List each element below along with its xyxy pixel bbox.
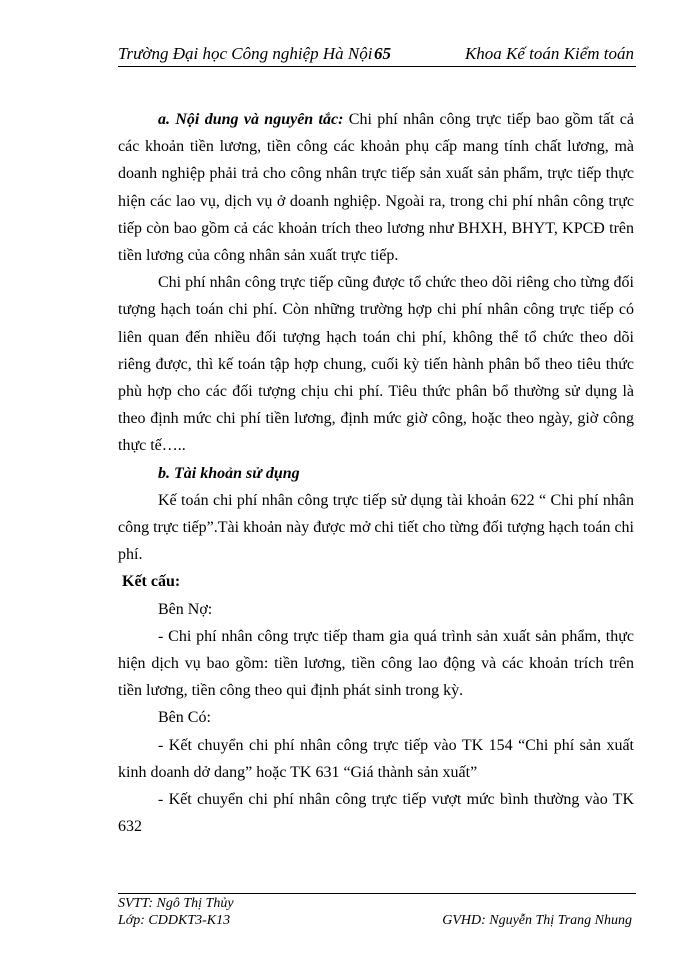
footer-divider: [118, 893, 636, 894]
department-name: Khoa Kế toán Kiểm toán: [464, 44, 634, 63]
section-a-heading: a. Nội dung và nguyên tắc:: [158, 111, 344, 128]
student-name: SVTT: Ngô Thị Thủy: [118, 896, 234, 911]
document-body: [118, 106, 634, 840]
paragraph-account-622: Kế toán chi phí nhân công trực tiếp sử dụng tài khoản 622 “ Chi phí nhân công trực tiếp”.Tài khoản này được mở chi tiết cho từng đối tượng hạch toán chi phí.: [118, 491, 634, 564]
class-name: Lớp: CDDKT3-K13: [118, 913, 231, 928]
credit-side-item-1: - Kết chuyển chi phí nhân công trực tiếp vào TK 154 “Chi phí sản xuất kinh doanh dở dang” hoặc TK 631 “Giá thành sản xuất”: [118, 736, 634, 781]
structure-heading: Kết cấu:: [122, 573, 181, 591]
page-number: 65: [374, 44, 391, 63]
section-a-text: Chi phí nhân công trực tiếp bao gồm tất cả các khoản tiền lương, tiền công các khoản phụ cấp mang tính chất lương, mà doanh nghiệp phải trả cho công nhân trực tiếp sản xuất sản phẩm, trực tiếp thực hiện các lao vụ, dịch vụ ở doanh nghiệp. Ngoài ra, trong chi phí nhân công trực tiếp còn bao gồm cả các khoản trích theo lương như BHXH, BHYT, KPCĐ trên tiền lương của công nhân sản xuất trực tiếp.: [118, 111, 635, 265]
credit-side-item-2: - Kết chuyển chi phí nhân công trực tiếp vượt mức bình thường vào TK 632: [118, 791, 634, 836]
school-name: Trường Đại học Công nghiệp Hà Nội: [118, 44, 373, 63]
paragraph-allocation: Chi phí nhân công trực tiếp cũng được tổ chức theo dõi riêng cho từng đối tượng hạch toán chi phí. Còn những trường hợp chi phí nhân công trực tiếp có liên quan đến nhiều đối tượng hạch toán chi phí, không thể tổ chức theo dõi riêng được, thì kế toán tập hợp chung, cuối kỳ tiến hành phân bổ theo tiêu thức phù hợp cho các đối tượng chịu chi phí. Tiêu thức phân bổ thường sử dụng là theo định mức chi phí tiền lương, định mức giờ công, hoặc theo ngày, giờ công thực tế…..: [118, 274, 634, 455]
credit-side-label: Bên Có:: [158, 709, 211, 727]
section-b-heading: b. Tài khoản sử dụng: [158, 464, 300, 482]
section-a-paragraph: [118, 106, 634, 269]
advisor-name: GVHD: Nguyễn Thị Trang Nhung: [442, 913, 632, 928]
page-header: [118, 40, 636, 67]
debit-side-label: Bên Nợ:: [158, 600, 213, 618]
debit-side-item: - Chi phí nhân công trực tiếp tham gia quá trình sản xuất sản phẩm, thực hiện dịch vụ bao gồm: tiền lương, tiền công lao động và các khoản trích trên tiền lương, tiền công theo qui định phát sinh trong kỳ.: [118, 627, 634, 700]
